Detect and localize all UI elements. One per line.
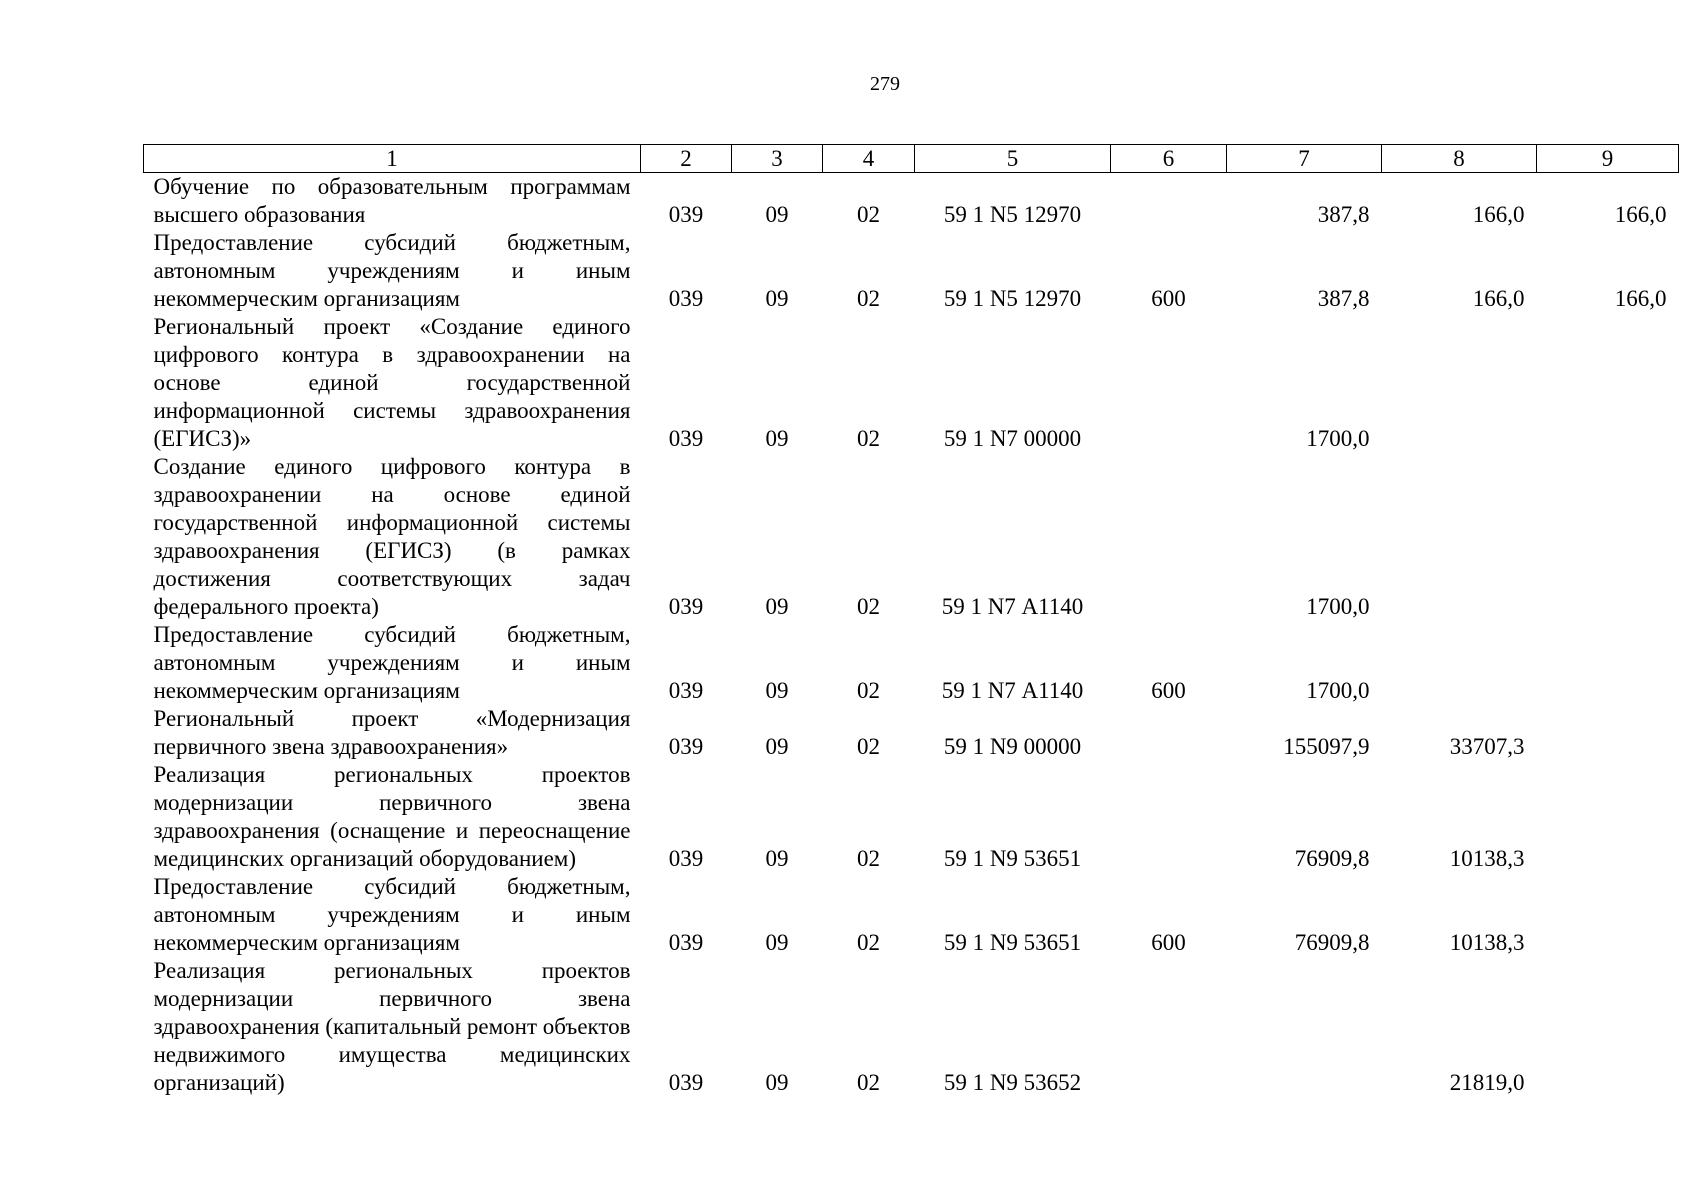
row-expense-type: 600	[1151, 286, 1186, 311]
row-expense-type	[1111, 957, 1227, 1097]
row-amount-8: 10138,3	[1449, 846, 1525, 871]
row-name: Предоставление субсидий бюджетным, автономным учреждениям и иным некоммерческим организациям	[153, 874, 631, 955]
table-row	[144, 705, 1679, 761]
table-row	[144, 621, 1679, 705]
row-amount-7: 1700,0	[1306, 678, 1370, 703]
row-target-article: 59 1 N7 А1140	[941, 594, 1084, 619]
row-amount-7: 387,8	[1317, 286, 1370, 311]
row-amount-7: 387,8	[1317, 202, 1370, 227]
row-ministry-code: 039	[668, 426, 704, 451]
row-amount-7: 76909,8	[1294, 930, 1370, 955]
row-name: Реализация региональных проектов модернизации первичного звена здравоохранения (капитальный ремонт объектов недвижимого имущества медицинских организаций)	[153, 958, 631, 1095]
row-amount-8: 166,0	[1472, 202, 1525, 227]
row-expense-type	[1111, 761, 1227, 873]
header-col-7: 7	[1227, 145, 1382, 173]
row-amount-7: 155097,9	[1283, 734, 1370, 759]
row-expense-type	[1111, 453, 1227, 621]
row-amount-7: 1700,0	[1306, 426, 1370, 451]
row-name: Создание единого цифрового контура в здравоохранении на основе единой государственной информационной системы здравоохранения (ЕГИСЗ) (в рамках достижения соответствующих задач федерального проекта)	[153, 454, 631, 619]
row-amount-8: 166,0	[1472, 286, 1525, 311]
row-target-article: 59 1 N9 00000	[943, 734, 1082, 759]
budget-table	[143, 144, 1679, 1097]
row-amount-9	[1537, 453, 1679, 621]
row-target-article: 59 1 N9 53651	[943, 846, 1082, 871]
row-amount-7: 76909,8	[1294, 846, 1370, 871]
row-amount-7: 1700,0	[1306, 594, 1370, 619]
row-amount-8	[1382, 621, 1537, 705]
row-expense-type	[1111, 313, 1227, 453]
row-subsection-code: 02	[857, 1070, 880, 1095]
row-name: Региональный проект «Модернизация первичного звена здравоохранения»	[153, 706, 631, 759]
row-amount-9	[1537, 313, 1679, 453]
row-target-article: 59 1 N9 53651	[943, 930, 1082, 955]
row-ministry-code: 039	[668, 1070, 704, 1095]
row-ministry-code: 039	[668, 594, 704, 619]
row-section-code: 09	[765, 846, 789, 871]
row-name: Предоставление субсидий бюджетным, автономным учреждениям и иным некоммерческим организациям	[153, 622, 631, 703]
row-amount-9: 166,0	[1614, 202, 1667, 227]
row-amount-8	[1382, 453, 1537, 621]
table-row	[144, 957, 1679, 1097]
row-expense-type	[1111, 173, 1227, 230]
page-number: 279	[870, 73, 900, 95]
header-col-5: 5	[915, 145, 1111, 173]
row-target-article: 59 1 N5 12970	[943, 202, 1082, 227]
table-row	[144, 761, 1679, 873]
row-amount-9	[1537, 761, 1679, 873]
row-subsection-code: 02	[857, 426, 880, 451]
table-header	[144, 145, 1679, 173]
row-ministry-code: 039	[668, 846, 704, 871]
row-subsection-code: 02	[857, 594, 880, 619]
table-row	[144, 453, 1679, 621]
row-ministry-code: 039	[668, 202, 704, 227]
row-amount-9	[1537, 957, 1679, 1097]
header-row	[144, 145, 1679, 173]
row-amount-8: 10138,3	[1449, 930, 1525, 955]
row-subsection-code: 02	[857, 734, 880, 759]
row-name: Региональный проект «Создание единого цифрового контура в здравоохранении на основе единой государственной информационной системы здравоохранения (ЕГИСЗ)»	[153, 314, 631, 451]
row-expense-type: 600	[1151, 930, 1186, 955]
row-amount-8	[1382, 313, 1537, 453]
row-target-article: 59 1 N9 53652	[943, 1070, 1082, 1095]
row-amount-8: 33707,3	[1449, 734, 1525, 759]
row-name: Предоставление субсидий бюджетным, автономным учреждениям и иным некоммерческим организациям	[153, 230, 631, 311]
row-subsection-code: 02	[857, 678, 880, 703]
row-subsection-code: 02	[857, 286, 880, 311]
row-expense-type: 600	[1151, 678, 1186, 703]
row-target-article: 59 1 N7 00000	[943, 426, 1082, 451]
row-section-code: 09	[765, 734, 789, 759]
table-row	[144, 313, 1679, 453]
header-col-8: 8	[1382, 145, 1537, 173]
header-col-4: 4	[823, 145, 915, 173]
row-amount-9	[1537, 873, 1679, 957]
row-section-code: 09	[765, 426, 789, 451]
row-name: Реализация региональных проектов модернизации первичного звена здравоохранения (оснащение и переоснащение медицинских организаций оборудованием)	[153, 762, 631, 871]
row-amount-7	[1227, 957, 1382, 1097]
header-col-9: 9	[1537, 145, 1679, 173]
table-body	[144, 173, 1679, 1098]
row-amount-8: 21819,0	[1449, 1070, 1525, 1095]
row-ministry-code: 039	[668, 734, 704, 759]
row-ministry-code: 039	[668, 286, 704, 311]
row-expense-type	[1111, 705, 1227, 761]
header-col-2: 2	[641, 145, 732, 173]
table-row	[144, 873, 1679, 957]
row-subsection-code: 02	[857, 930, 880, 955]
header-col-1: 1	[144, 145, 641, 173]
row-section-code: 09	[765, 594, 789, 619]
row-target-article: 59 1 N5 12970	[943, 286, 1082, 311]
table-row	[144, 229, 1679, 313]
row-section-code: 09	[765, 678, 789, 703]
row-amount-9	[1537, 621, 1679, 705]
table-row	[144, 173, 1679, 230]
row-section-code: 09	[765, 930, 789, 955]
row-subsection-code: 02	[857, 202, 880, 227]
row-subsection-code: 02	[857, 846, 880, 871]
row-ministry-code: 039	[668, 930, 704, 955]
row-amount-9	[1537, 705, 1679, 761]
header-col-6: 6	[1111, 145, 1227, 173]
row-name: Обучение по образовательным программам высшего образования	[153, 174, 631, 227]
row-amount-9: 166,0	[1614, 286, 1667, 311]
row-section-code: 09	[765, 286, 789, 311]
row-target-article: 59 1 N7 А1140	[941, 678, 1084, 703]
row-section-code: 09	[765, 202, 789, 227]
row-ministry-code: 039	[668, 678, 704, 703]
row-section-code: 09	[765, 1070, 789, 1095]
header-col-3: 3	[732, 145, 823, 173]
